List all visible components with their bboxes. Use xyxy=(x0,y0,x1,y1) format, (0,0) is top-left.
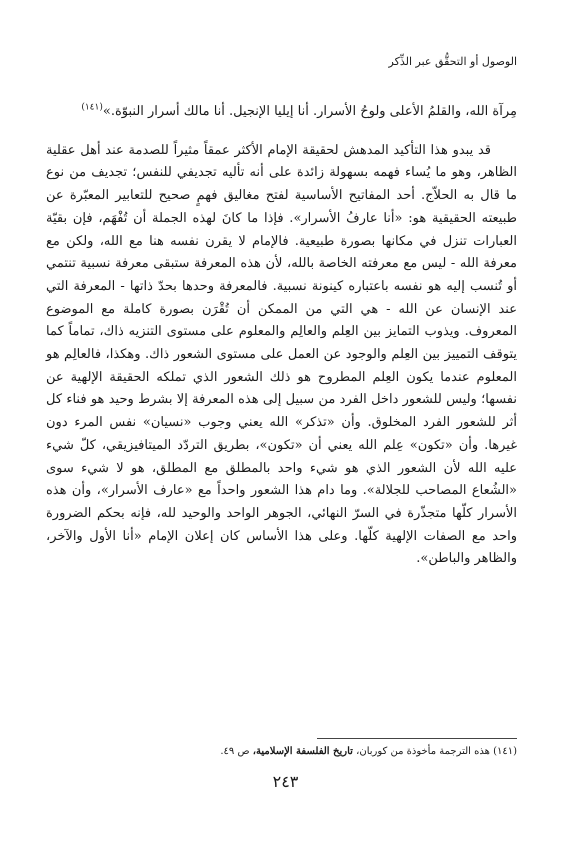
page-number: ٢٤٣ xyxy=(272,772,299,791)
footnote-number: (١٤١) xyxy=(493,746,517,757)
footnote-divider xyxy=(317,738,517,739)
footnote xyxy=(50,744,517,760)
footnote-source-title: تاريخ الفلسفة الإسلامية، xyxy=(252,746,353,757)
paragraph-text: مِرآة الله، والقلمُ الأعلى ولوحُ الأسرار. أنا إيليا الإنجيل. أنا مالك أسرار النبوّة.» xyxy=(102,104,517,119)
paragraph: قد يبدو هذا التأكيد المدهش لحقيقة الإمام الأكثر عمقاً مثيراً للصدمة عند أهل عقلية الظاهر، وهو ما يُساء فهمه بسهولة زائدة على أنه تأليه تجديفي للنفس؛ تجديف من نوع ما قال به الحلاّج. أحد المفاتيح الأساسية لفتح مغاليق فهمٍ صحيح للتعابير المعبّرة عن طبيعته الحقيقية هو: «أنا عارفُ الأسرار». فإذا ما كانَ لهذه الجملة أن تُفْهَم، فإن بقيّة العبارات تنزل في مكانها بصورة طبيعية. فالإمام لا يقرن نفسه هنا مع الله، ولكن مع معرفة الله - ليس مع معرفته الخاصة بالله، لأن هذه المعرفة ستبقى معرفة نسبية تنتمي أو تُنسب إليه هو نفسه باعتباره كينونة نسبية. فالمعرفة وحدها بحدّ ذاتها - المعرفة التي عند الإنسان عن الله - هي التي من الممكن أن تُقْرَن بصورة كاملة مع الموضوع المعروف. ويذوب التمايز بين العِلم والعالِم والمعلوم على مستوى التنزيه ذاك، تماماً كما يتوقف التمييز بين العِلم والوجود عن العمل على مستوى الشعور ذاك. وهكذا، فالعالِم هو المعلوم عندما يكون العِلم المطروح هو ذلك الشعور الذي تملكه الحقيقة الإلهية عن نفسها؛ وليس للشعور داخل الفرد من سبيل إلى هذه المعرفة إلا بشرط وحيد هو فناء كل أثر للشعور الفرد المخلوق. وأن «تذكر» الله يعني وجوب «نسيان» نفس المرء دون غيرها. وأن «تكون» عِلم الله يعني أن «تكون»، بطريق التردّد الميتافيزيقي، كلّ شيء عليه الله لأن الشعور الذي هو شيء واحد بالمطلق مع المطلق، هو لا شيء سوى «الشُعاع المصاحب للجلالة». وما دام هذا الشعور واحداً مع «عارف الأسرار»، وأن هذه الأسرار كلّها متجذّرة في السرّ النهائي، الجوهر الواحد والوحيد لله، فإنه بحكم الضرورة واحد مع الصفات الإلهية كلّها. وعلى هذا الأساس كان إعلان الإمام «أنا الأول والآخر، والظاهر والباطن». xyxy=(46,142,517,567)
footnote-reference[interactable]: (١٤١) xyxy=(81,102,103,113)
running-header: الوصول أو التحقُّق عبر الذِّكر xyxy=(388,55,517,68)
paragraph-continuation xyxy=(46,101,517,124)
footnote-page-ref: ص ٤٩. xyxy=(220,746,250,757)
footnote-text: هذه الترجمة مأخوذة من كوربان، xyxy=(356,746,490,757)
main-text xyxy=(46,101,517,571)
